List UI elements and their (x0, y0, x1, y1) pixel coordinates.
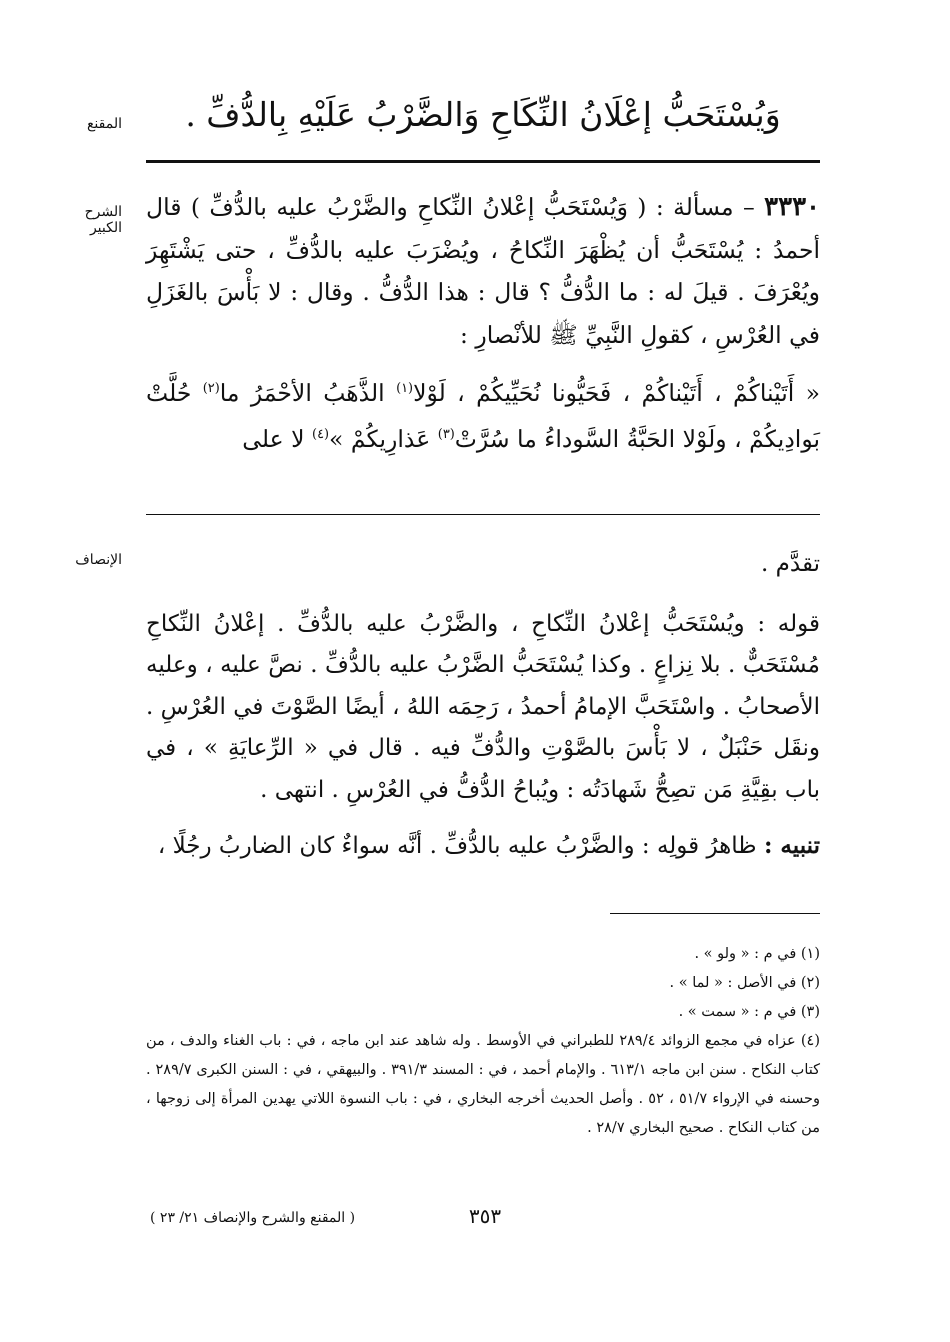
muqni-text: وَيُسْتَحَبُّ إعْلَانُ النِّكَاحِ وَالضَّرْبُ عَلَيْهِ بِالدُّفِّ . (185, 95, 781, 134)
page-number: ٣٥٣ (468, 1204, 502, 1228)
footnote-divider (610, 913, 820, 914)
sharh-paragraph (146, 186, 820, 356)
side-label-sharh: الشرح الكبير (84, 204, 122, 236)
footnotes (146, 940, 820, 1143)
section-divider-thick (146, 160, 820, 163)
tanbih-label: تنبيه : (763, 832, 820, 859)
continuation-text: تقدَّم . (761, 551, 820, 577)
issue-number: ٣٣٣٠ (764, 192, 820, 222)
footnote: (٤) عزاه في مجمع الزوائد ٢٨٩/٤ للطبراني في الأوسط . وله شاهد عند ابن ماجه ، في : باب الغناء والدف ، من كتاب النكاح . سنن ابن ماجه ٦١٣/١ . والإمام أحمد ، في : المسند ٣٩١/٣ . والبيهقي ، في : السنن الكبرى ٢٨٩/٧ . وحسنه في الإرواء ٥١/٧ ، ٥٢ . وأصل الحديث أخرجه البخاري ، في : باب النسوة اللاتي يهدين المرأة إلى زوجها ، من كتاب النكاح . صحيح البخاري ٢٨/٧ . (146, 1033, 821, 1136)
footnote-ref: (٤) (312, 427, 330, 443)
sharh-section (146, 186, 820, 461)
verse-part: الذَّهَبُ الأحْمَرُ ما (219, 378, 397, 407)
side-label-insaf: الإنصاف (75, 552, 122, 568)
footnote-ref: (١) (396, 381, 414, 396)
verse-part: « أَتَيْناكُمْ ، أَتَيْناكُمْ ، فَحَيُّونا نُحَيِّيكُمْ ، لَوْلا (413, 378, 821, 407)
sharh-verse (146, 368, 820, 461)
footnote-ref: (٢) (202, 381, 220, 396)
insaf-section (146, 544, 820, 868)
sharh-intro: – مسألة : ( وَيُسْتَحَبُّ إعْلانُ النِّكاحِ والضَّرْبُ عليه بالدُّفِّ ) قال أحمدُ : يُسْتَحَبُّ أن يُظْهَرَ النِّكاحُ ، ويُضْرَبَ عليه بالدُّفِّ ، حتى يَشْتَهِرَ ويُعْرَفَ . قيلَ له : ما الدُّفُّ ؟ قال : هذا الدُّفُّ . وقال : لا بَأْسَ بالغَزَلِ في العُرْسِ ، كقولِ النَّبِيِّ ﷺ للأنْصارِ : (146, 193, 820, 349)
tanbih-text: ظاهرُ قولِه : والضَّرْبُ عليه بالدُّفِّ . أنَّه سواءٌ كان الضاربُ رجُلًا ، (157, 833, 764, 859)
tanbih-paragraph (146, 825, 820, 868)
footnote: (٣) في م : « سمت » . (678, 1004, 820, 1020)
footnote: (٢) في الأصل : « لما » . (669, 975, 820, 991)
side-label-muqni: المقنع (86, 116, 122, 132)
footnote-ref: (٣) (437, 427, 455, 443)
verse-part: لا على (242, 425, 313, 454)
section-divider-thin (146, 514, 820, 515)
insaf-paragraph: قوله : ويُسْتَحَبُّ إعْلانُ النِّكاحِ ، والضَّرْبُ عليه بالدُّفِّ . إعْلانُ النِّكاحِ مُسْتَحَبٌّ . بلا نِزاعٍ . وكذا يُسْتَحَبُّ الضَّرْبُ عليه بالدُّفِّ . نصَّ عليه ، وعليه الأصحابُ . واسْتَحَبَّ الإمامُ أحمدُ ، رَحِمَه اللهُ ، أيضًا الصَّوْتَ في العُرْسِ . ونقَل حَنْبَلٌ ، لا بَأْسَ بالصَّوْتِ والدُّفِّ فيه . قال في « الرِّعايَةِ » ، في باب بقِيَّةِ مَن تصِحُّ شَهادَتُه : ويُباحُ الدُّفُّ في العُرْسِ . انتهى . (146, 610, 820, 803)
verse-part: حُلَّتْ بَوادِيكُمْ ، ولَوْلا الحَبَّةُ السَّوداءُ ما سُرَّتْ (146, 378, 820, 454)
footnote: (١) في م : « ولو » . (694, 946, 820, 962)
book-reference: ( المقنع والشرح والإنصاف ٢١/ ٢٣ ) (150, 1210, 356, 1226)
verse-part: عَذارِيكُمْ » (329, 425, 438, 454)
